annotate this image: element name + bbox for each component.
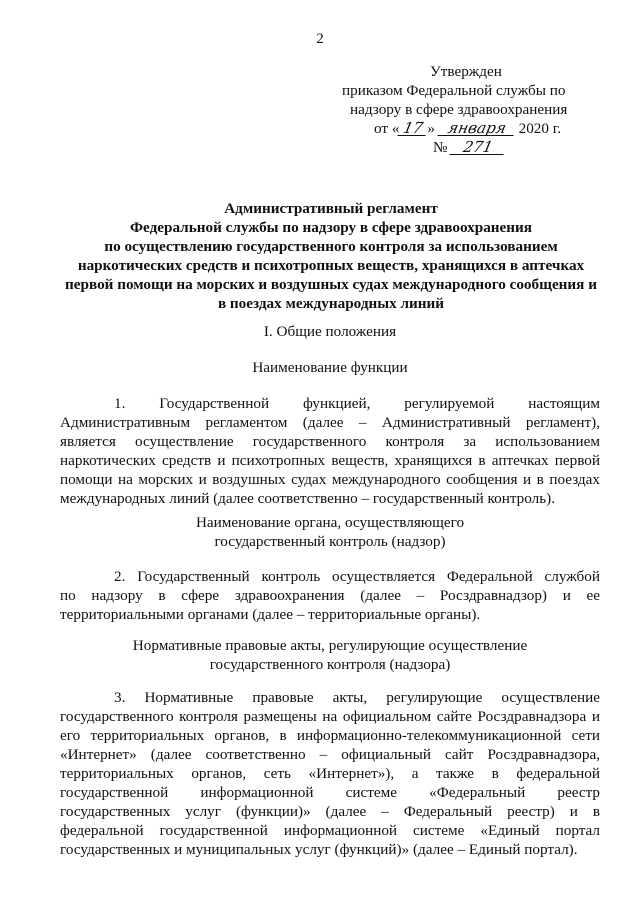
page-number: 2 xyxy=(316,31,324,47)
date-year: 2020 г. xyxy=(518,120,562,137)
paragraph-line: международных линий (далее соответственно – государственный контроль). xyxy=(60,490,556,507)
paragraph-line: государственных услуг (функции)» (далее – Федеральный реестр) и в xyxy=(60,803,600,820)
paragraph-line: «Интернет» (далее соответственно – официальный сайт Росздравнадзора, xyxy=(60,746,600,763)
title-line: Административный регламент xyxy=(224,200,438,217)
approval-stamp xyxy=(340,62,600,157)
paragraph-line: территориальными органами (далее – территориальные органы). xyxy=(60,606,481,623)
paragraph-line: помощи на морских и воздушных судах международного сообщения и в поездах xyxy=(60,471,600,488)
subheading-acts-line-2: государственного контроля (надзора) xyxy=(209,656,451,673)
title-line: в поездах международных линий xyxy=(217,295,445,312)
paragraph-line: 2. Государственный контроль осуществляется Федеральной службой xyxy=(114,568,600,585)
paragraph-line: государственных и муниципальных услуг (функций)» (далее – Единый портал). xyxy=(60,841,578,858)
document-title xyxy=(55,199,607,313)
subheading-organ-line-1: Наименование органа, осуществляющего xyxy=(195,514,465,531)
title-line: первой помощи на морских и воздушных судах международного сообщения и xyxy=(65,276,597,293)
approval-line-2: приказом Федеральной службы по xyxy=(342,82,566,99)
paragraph-line: является осуществление государственного контроля за использованием xyxy=(60,433,600,450)
date-mid: » xyxy=(427,120,436,137)
paragraph-line: государственной информационной системе «Федеральный реестр xyxy=(60,784,600,801)
subheading-function-name: Наименование функции xyxy=(252,359,408,376)
number-handwritten: 271 xyxy=(450,140,507,155)
approval-date xyxy=(340,119,600,138)
section-heading-general: I. Общие положения xyxy=(263,323,397,340)
paragraph-line: по надзору в сфере здравоохранения (далее – Росздравнадзор) и ее xyxy=(60,587,600,604)
paragraph-line: наркотических средств и психотропных веществ, хранящихся в аптечках первой xyxy=(60,452,600,469)
subheading-acts-line-1: Нормативные правовые акты, регулирующие осуществление xyxy=(132,637,528,654)
date-month-handwritten: января xyxy=(437,121,516,136)
paragraph-line: Административным регламентом (далее – Административный регламент), xyxy=(60,414,600,431)
paragraph-3 xyxy=(60,688,600,859)
title-line: наркотических средств и психотропных веществ, хранящихся в аптечках xyxy=(77,257,585,274)
subheading-organ-line-2: государственный контроль (надзор) xyxy=(214,533,446,550)
date-day-handwritten: 17 xyxy=(398,121,429,136)
date-prefix: от « xyxy=(374,120,400,137)
approval-line-3: надзору в сфере здравоохранения xyxy=(350,101,568,118)
paragraph-line: 3. Нормативные правовые акты, регулирующие осуществление xyxy=(114,689,600,706)
paragraph-line: его территориальных органов, в информационно-телекоммуникационной сети xyxy=(60,727,600,744)
paragraph-line: территориальных органов, сеть «Интернет»), а также в федеральной xyxy=(60,765,600,782)
number-prefix: № xyxy=(433,139,448,156)
paragraph-1 xyxy=(60,394,600,508)
paragraph-line: 1. Государственной функцией, регулируемой настоящим xyxy=(114,395,600,412)
paragraph-2 xyxy=(60,567,600,624)
paragraph-line: федеральной государственной информационной системе «Единый портал xyxy=(60,822,600,839)
title-line: Федеральной службы по надзору в сфере здравоохранения xyxy=(129,219,532,236)
title-line: по осуществлению государственного контроля за использованием xyxy=(104,238,558,255)
approval-number xyxy=(340,138,600,157)
paragraph-line: государственного контроля размещены на официальном сайте Росздравнадзора и xyxy=(60,708,600,725)
subheading-acts xyxy=(0,636,640,674)
approval-line-1: Утвержден xyxy=(430,63,502,80)
subheading-organ xyxy=(0,513,640,551)
